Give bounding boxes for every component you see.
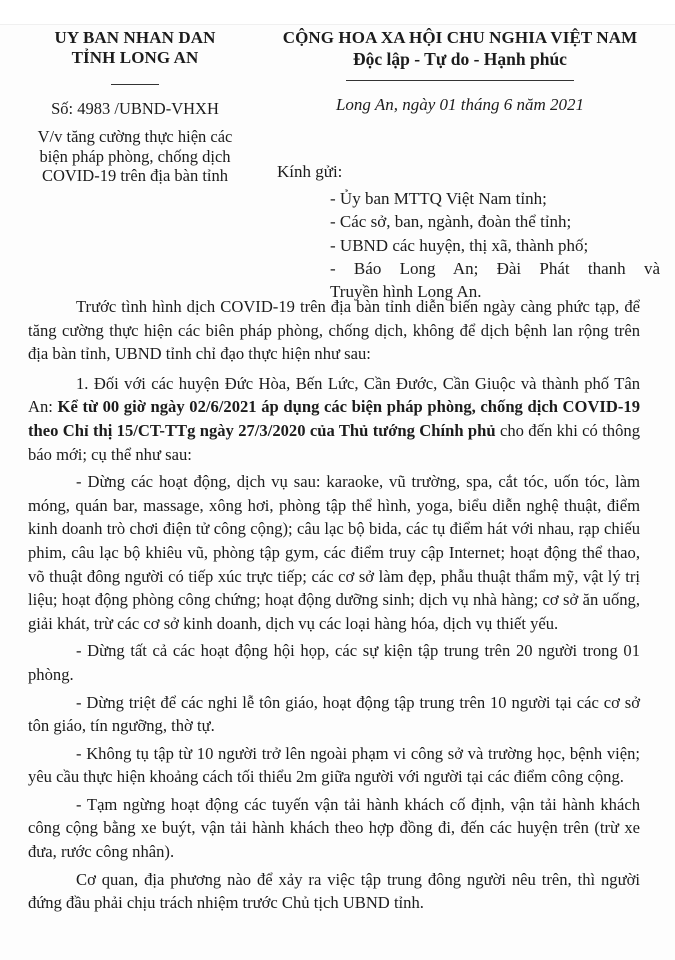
document-number: Số: 4983 /UBND-VHXH (51, 99, 219, 118)
closing-paragraph: Cơ quan, địa phương nào để xảy ra việc tập trung đông người nêu trên, thì người đứng đầu phải chịu trách nhiệm trước Chủ tịch UBND tỉnh. (28, 869, 640, 913)
measure-item: - Dừng tất cả các hoạt động hội họp, các sự kiện tập trung trên 20 người trong 01 phòng. (28, 641, 640, 684)
measure-item: - Dừng triệt để các nghi lễ tôn giáo, hoạt động tập trung trên 10 người tại các cơ sở tôn giáo, tín ngưỡng, thờ tự. (28, 692, 640, 736)
section-1-tail: cho đến khi có thông báo mới; cụ thể như sau: (28, 420, 640, 464)
intro-paragraph: Trước tình hình dịch COVID-19 trên địa bàn tỉnh diễn biến ngày càng phức tạp, để tăng cường thực hiện các biên pháp phòng, chống dịch, không để dịch bệnh lan rộng trên địa bàn tỉnh, UBND tỉnh chỉ đạo thực hiện như sau: (28, 297, 640, 364)
addressee-item: - Báo Long An; Đài Phát thanh và (330, 258, 660, 278)
section-1-directive: Kể từ 00 giờ ngày 02/6/2021 áp dụng các biện pháp phòng, chống dịch COVID-19 theo Chỉ thị 15/CT-TTg ngày 27/3/2020 của Thủ tướng Chính phủ (28, 397, 640, 440)
national-header-block (245, 28, 675, 115)
authority-line-1: UY BAN NHAN DAN (54, 28, 216, 47)
subject-line: V/v tăng cường thực hiện các (37, 127, 233, 146)
scan-edge (0, 0, 675, 25)
measure-item: - Dừng các hoạt động, dịch vụ sau: karaoke, vũ trường, spa, cắt tóc, uốn tóc, làm móng, quán bar, massage, xông hơi, phòng tập thể hình, yoga, biểu diễn nghệ thuật, điểm kinh doanh trò chơi điện tử công cộng); câu lạc bộ bida, các tụ điểm hát với nhau, rạp chiếu phim, câu lạc bộ khiêu vũ, phòng tập gym, các điểm truy cập Internet; hoạt động thể thao, võ thuật đông người có tiếp xúc trực tiếp; các cơ sở làm đẹp, phẫu thuật thẩm mỹ, vật lý trị liệu; hoạt động phòng công chứng; hoạt động dưỡng sinh; dịch vụ nhà hàng; cơ sở ăn uống, giải khát, trừ các cơ sở kinh doanh, dịch vụ các loại hàng hóa, dịch vụ thiết yếu. (28, 472, 640, 633)
place-date: Long An, ngày 01 tháng 6 năm 2021 (335, 95, 585, 114)
subject-line: biện pháp phòng, chống dịch (39, 146, 231, 166)
issuing-authority-block (22, 28, 248, 186)
section-1-paragraph (28, 372, 640, 466)
document-body (28, 295, 640, 915)
addressee-item: - Ủy ban MTTQ Việt Nam tỉnh; (330, 189, 547, 208)
addressee-item: - UBND các huyện, thị xã, thành phố; (330, 235, 589, 255)
section-1-lead: 1. Đối với các huyện Đức Hòa, Bến Lức, Cần Đước, Cần Giuộc và thành phố Tân An: (28, 373, 640, 417)
divider-long (346, 80, 574, 81)
addressee-item: Truyền hình Long An. (330, 282, 482, 302)
addressee-item: - Các sở, ban, ngành, đoàn thể tỉnh; (330, 212, 572, 232)
measure-item: - Tạm ngừng hoạt động các tuyến vận tải hành khách cố định, vận tải hành khách công cộng bằng xe buýt, vận tải hành khách theo hợp đồng đi, đến các huyện trên (trừ xe đưa, rước công nhân). (28, 794, 640, 862)
addressee-label: Kính gửi: (277, 162, 343, 181)
authority-line-2: TỈNH LONG AN (71, 48, 199, 67)
divider-short (111, 84, 159, 85)
national-motto: Độc lập - Tự do - Hạnh phúc (353, 49, 567, 69)
addressee-list (330, 187, 660, 303)
country-name: CỘNG HOA XA HỘI CHU NGHIA VIỆT NAM (282, 28, 638, 47)
subject-summary (22, 127, 248, 186)
measure-item: - Không tụ tập từ 10 người trở lên ngoài phạm vi công sở và trường học, bệnh viện; yêu cầu thực hiện khoảng cách tối thiểu 2m giữa người với người tại các điểm công cộng. (28, 743, 640, 787)
subject-line: COVID-19 trên địa bàn tỉnh (41, 166, 229, 185)
